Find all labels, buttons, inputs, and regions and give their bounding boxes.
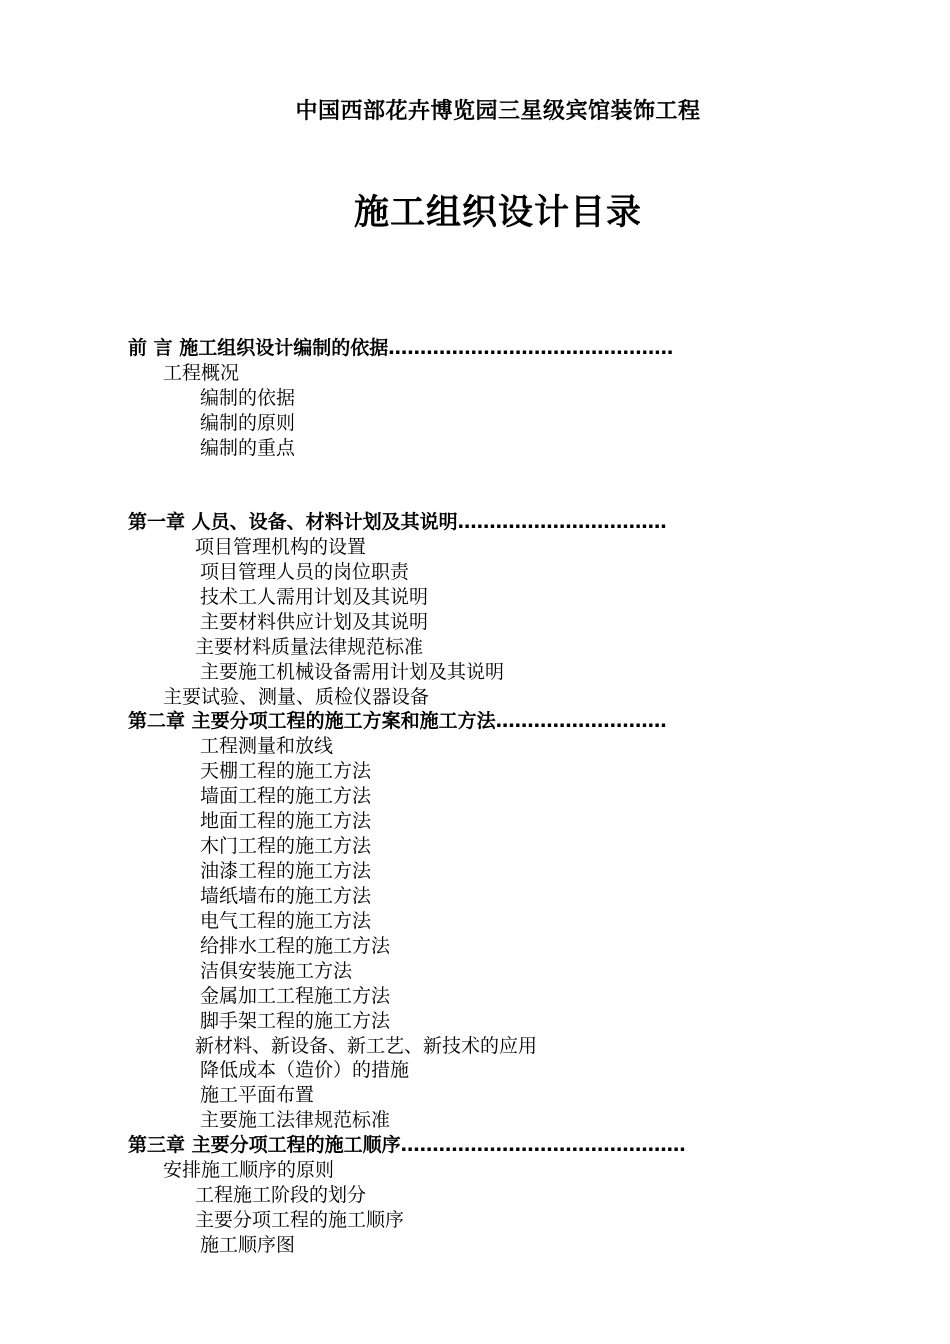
toc-item: 技术工人需用计划及其说明 [200,586,429,608]
toc-leader-dots: ……………………… [495,710,667,732]
toc-leader-dots: …………………………… [457,511,667,533]
toc-item: 脚手架工程的施工方法 [200,1010,391,1032]
toc-chapter-title: 前 言 施工组织设计编制的依据 [128,337,389,359]
toc-item: 给排水工程的施工方法 [200,935,391,957]
project-subtitle: 中国西部花卉博览园三星级宾馆装饰工程 [295,99,701,124]
toc-item: 洁俱安装施工方法 [200,960,353,982]
toc-item: 主要施工机械设备需用计划及其说明 [200,661,505,683]
toc-item: 主要试验、测量、质检仪器设备 [163,686,430,708]
toc-item: 天棚工程的施工方法 [200,760,372,782]
toc-item: 工程施工阶段的划分 [195,1184,367,1206]
toc-item: 工程测量和放线 [200,735,334,757]
toc-item: 项目管理人员的岗位职责 [200,561,410,583]
toc-item: 油漆工程的施工方法 [200,860,372,882]
toc-item: 墙面工程的施工方法 [200,785,372,807]
toc-item: 金属加工工程施工方法 [200,985,391,1007]
toc-item: 施工平面布置 [200,1084,315,1106]
toc-item: 编制的原则 [200,412,296,434]
toc-item: 新材料、新设备、新工艺、新技术的应用 [195,1035,538,1057]
toc-item: 主要材料供应计划及其说明 [200,611,429,633]
toc-item: 安排施工顺序的原则 [163,1159,335,1181]
toc-chapter-3 [128,1133,686,1158]
toc-item: 主要分项工程的施工顺序 [195,1209,405,1231]
toc-item: 主要材料质量法律规范标准 [195,636,424,658]
toc-chapter-2 [128,709,667,734]
toc-leader-dots: ……………………………………… [400,1134,686,1156]
toc-item: 木门工程的施工方法 [200,835,372,857]
toc-chapter-preface [128,336,673,361]
toc-chapter-title: 第三章 主要分项工程的施工顺序 [128,1134,401,1156]
toc-chapter-title: 第二章 主要分项工程的施工方案和施工方法 [128,710,496,732]
toc-item: 墙纸墙布的施工方法 [200,885,372,907]
toc-chapter-1 [128,510,667,535]
toc-item: 工程概况 [163,362,240,384]
toc-item: 主要施工法律规范标准 [200,1109,391,1131]
toc-item: 编制的依据 [200,387,296,409]
toc-item: 电气工程的施工方法 [200,910,372,932]
toc-item: 项目管理机构的设置 [195,536,367,558]
toc-chapter-title: 第一章 人员、设备、材料计划及其说明 [128,511,458,533]
toc-leader-dots: ……………………………………… [388,337,674,359]
toc-item: 地面工程的施工方法 [200,810,372,832]
toc-item: 编制的重点 [200,437,296,459]
page-title: 施工组织设计目录 [353,193,642,233]
toc-item: 降低成本（造价）的措施 [200,1059,410,1081]
toc-item: 施工顺序图 [200,1234,296,1256]
